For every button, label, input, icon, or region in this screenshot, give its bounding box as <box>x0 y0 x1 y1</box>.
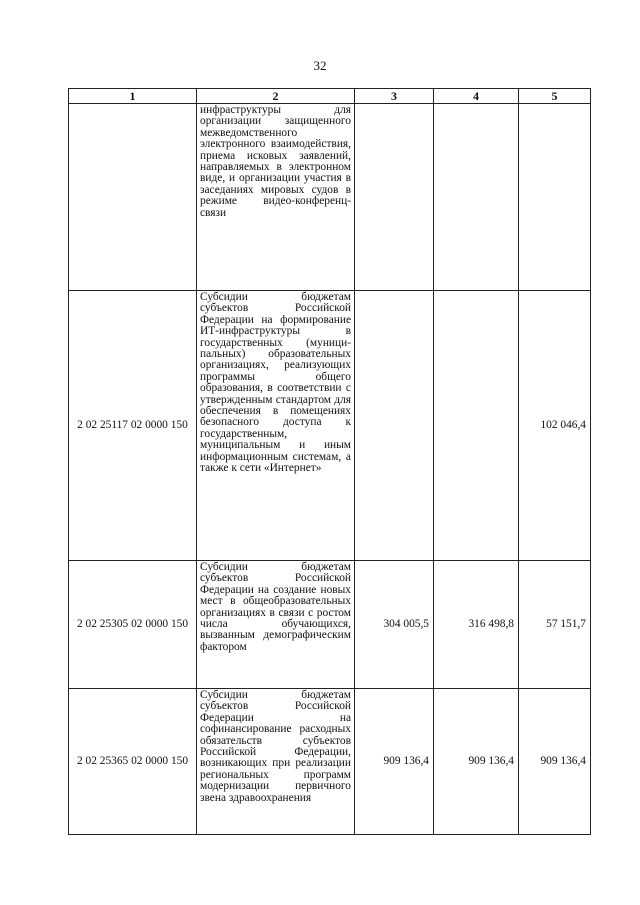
row-code: 2 02 25117 02 0000 150 <box>69 291 197 561</box>
table-row <box>69 291 591 561</box>
row-value-col3: 909 136,4 <box>355 689 434 835</box>
row-description: Субсидии бюджетам субъектов Российской Федерации на создание новых мест в общеобразовательных организациях в связи с ростом числа обучающихся, вызванным демографическим фактором <box>197 561 355 689</box>
row-value-col5: 909 136,4 <box>519 689 591 835</box>
column-header-3: 3 <box>355 89 434 104</box>
header-row <box>69 89 591 104</box>
row-description: Субсидии бюджетам субъектов Российской Федерации на софинансирование расходных обязательств субъектов Российской Федерации, возникающих при реализации региональных программ модернизации первичного звена здравоохранения <box>197 689 355 835</box>
row-value-col3 <box>355 104 434 291</box>
column-header-5: 5 <box>519 89 591 104</box>
page-number: 32 <box>313 58 327 73</box>
column-header-1: 1 <box>69 89 197 104</box>
row-value-col4: 909 136,4 <box>434 689 519 835</box>
row-value-col3 <box>355 291 434 561</box>
table-row <box>69 689 591 835</box>
row-value-col3: 304 005,5 <box>355 561 434 689</box>
row-value-col5 <box>519 104 591 291</box>
row-value-col5: 102 046,4 <box>519 291 591 561</box>
row-code <box>69 104 197 291</box>
column-header-4: 4 <box>434 89 519 104</box>
row-description: Субсидии бюджетам субъектов Российской Федерации на формирование ИТ-инфраструктуры в государственных (муници-пальных) образовательных организациях, реализующих программы общего образования, в соответствии с утвержденным стандартом для обеспечения в помещениях безопасного доступа к государственным, муниципальным и иным информационным системам, а также к сети «Интернет» <box>197 291 355 561</box>
row-value-col4: 316 498,8 <box>434 561 519 689</box>
row-description: инфраструктуры для организации защищенного межведомственного электронного взаимодействия, приема исковых заявлений, направляемых в электронном виде, и организации участия в заседаниях мировых судов в режиме видео-конференц-связи <box>197 104 355 291</box>
table-row <box>69 561 591 689</box>
column-header-2: 2 <box>197 89 355 104</box>
row-value-col5: 57 151,7 <box>519 561 591 689</box>
row-code: 2 02 25305 02 0000 150 <box>69 561 197 689</box>
budget-table <box>68 88 591 835</box>
table-row <box>69 104 591 291</box>
row-code: 2 02 25365 02 0000 150 <box>69 689 197 835</box>
row-value-col4 <box>434 104 519 291</box>
row-value-col4 <box>434 291 519 561</box>
